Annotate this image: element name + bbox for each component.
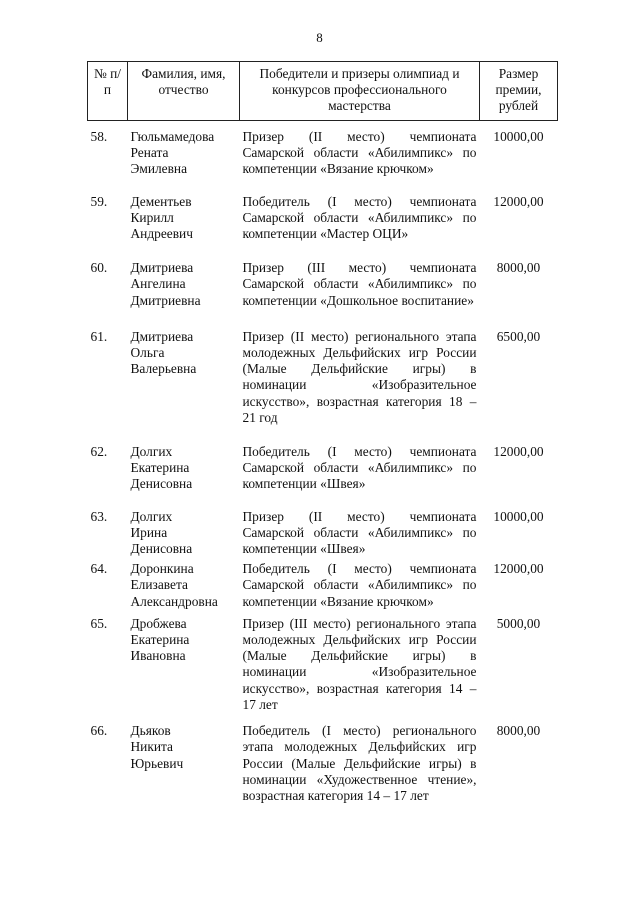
awards-table bbox=[87, 61, 558, 804]
name-line: Гюльмамедова bbox=[130, 129, 215, 144]
row-number: 58. bbox=[90, 129, 108, 144]
row-amount: 12000,00 bbox=[493, 193, 544, 209]
name-line: Долгих bbox=[130, 508, 173, 524]
row-full-name bbox=[128, 610, 240, 713]
name-line: Елизавета bbox=[130, 577, 188, 593]
name-line: Дмитриева bbox=[130, 328, 194, 344]
name-line: Екатерина bbox=[130, 460, 190, 476]
row-full-name bbox=[128, 121, 240, 178]
row-full-name bbox=[128, 713, 240, 804]
row-number: 61. bbox=[90, 328, 108, 344]
row-number: 64. bbox=[90, 561, 108, 577]
name-line: Дьяков bbox=[130, 723, 171, 739]
row-achievement: Победитель (I место) регионального этапа молодежных Дельфийских игр России (Малые Дельфийские игры) в номинации «Художественное чтение», возрастная категория 14 – 17 лет bbox=[242, 723, 477, 803]
row-amount: 12000,00 bbox=[493, 444, 544, 460]
name-line: Никита bbox=[130, 739, 173, 755]
table-row bbox=[88, 178, 558, 243]
table-row bbox=[88, 426, 558, 493]
row-achievement: Победитель (I место) чемпионата Самарской области «Абилимпикс» по компетенции «Мастер ОЦИ» bbox=[242, 193, 477, 242]
table-row bbox=[88, 309, 558, 426]
row-achievement: Призер (III место) регионального этапа молодежных Дельфийских игр России (Малые Дельфийские игры) в номинации «Изобразительное искусство», возрастная категория 14 – 17 лет bbox=[242, 615, 477, 712]
table-header-row bbox=[88, 62, 558, 121]
row-number: 60. bbox=[90, 260, 108, 276]
header-number: № п/п bbox=[88, 62, 128, 121]
row-number: 59. bbox=[90, 193, 108, 209]
name-line: Александровна bbox=[130, 593, 218, 609]
name-line: Долгих bbox=[130, 444, 173, 460]
name-line: Ирина bbox=[130, 524, 168, 540]
row-full-name bbox=[128, 309, 240, 426]
name-line: Денисовна bbox=[130, 476, 193, 492]
table-row bbox=[88, 713, 558, 804]
table-row bbox=[88, 557, 558, 610]
name-line: Андреевич bbox=[130, 226, 193, 242]
row-amount: 6500,00 bbox=[496, 328, 541, 344]
row-number: 63. bbox=[90, 508, 108, 524]
row-amount: 8000,00 bbox=[496, 260, 541, 276]
row-achievement: Победитель (I место) чемпионата Самарской области «Абилимпикс» по компетенции «Швея» bbox=[242, 444, 477, 492]
row-achievement: Призер (III место) чемпионата Самарской области «Абилимпикс» по компетенции «Дошкольное воспитание» bbox=[242, 260, 477, 308]
name-line: Дмитриева bbox=[130, 260, 194, 276]
name-line: Ольга bbox=[130, 345, 165, 361]
row-amount: 10000,00 bbox=[493, 129, 544, 144]
table-body bbox=[88, 121, 558, 805]
page-number: 8 bbox=[316, 30, 323, 45]
row-amount: 12000,00 bbox=[493, 561, 544, 577]
header-description: Победители и призеры олимпиад и конкурсов профессионального мастерства bbox=[240, 62, 480, 121]
row-achievement: Победитель (I место) чемпионата Самарской области «Абилимпикс» по компетенции «Вязание крючком» bbox=[242, 561, 477, 609]
row-amount: 5000,00 bbox=[496, 615, 541, 631]
table-row bbox=[88, 121, 558, 178]
name-line: Денисовна bbox=[130, 541, 193, 557]
name-line: Эмилевна bbox=[130, 161, 188, 177]
name-line: Екатерина bbox=[130, 632, 190, 648]
name-line: Ивановна bbox=[130, 648, 186, 664]
row-full-name bbox=[128, 557, 240, 610]
row-amount: 10000,00 bbox=[493, 508, 544, 524]
row-amount: 8000,00 bbox=[496, 723, 541, 739]
name-line: Ангелина bbox=[130, 276, 186, 292]
row-achievement: Призер (II место) чемпионата Самарской области «Абилимпикс» по компетенции «Вязание крючком» bbox=[242, 129, 477, 177]
row-full-name bbox=[128, 493, 240, 558]
name-line: Рената bbox=[130, 145, 169, 161]
header-name: Фамилия, имя, отчество bbox=[128, 62, 240, 121]
name-line: Кирилл bbox=[130, 209, 174, 225]
row-full-name bbox=[128, 426, 240, 493]
table-row bbox=[88, 493, 558, 558]
name-line: Валерьевна bbox=[130, 361, 197, 377]
table-row bbox=[88, 242, 558, 309]
row-number: 66. bbox=[90, 723, 108, 739]
row-full-name bbox=[128, 178, 240, 243]
name-line: Дробжева bbox=[130, 615, 187, 631]
header-amount: Размер премии, рублей bbox=[480, 62, 558, 121]
row-number: 62. bbox=[90, 444, 108, 460]
row-number: 65. bbox=[90, 615, 108, 631]
name-line: Юрьевич bbox=[130, 755, 184, 771]
row-full-name bbox=[128, 242, 240, 309]
row-achievement: Призер (II место) чемпионата Самарской области «Абилимпикс» по компетенции «Швея» bbox=[242, 508, 477, 557]
name-line: Дмитриевна bbox=[130, 292, 201, 308]
name-line: Дементьев bbox=[130, 193, 192, 209]
name-line: Доронкина bbox=[130, 561, 194, 577]
table-row bbox=[88, 610, 558, 713]
row-achievement: Призер (II место) регионального этапа молодежных Дельфийских игр России (Малые Дельфийские игры) в номинации «Изобразительное искусство», возрастная категория 18 – 21 год bbox=[242, 328, 477, 425]
